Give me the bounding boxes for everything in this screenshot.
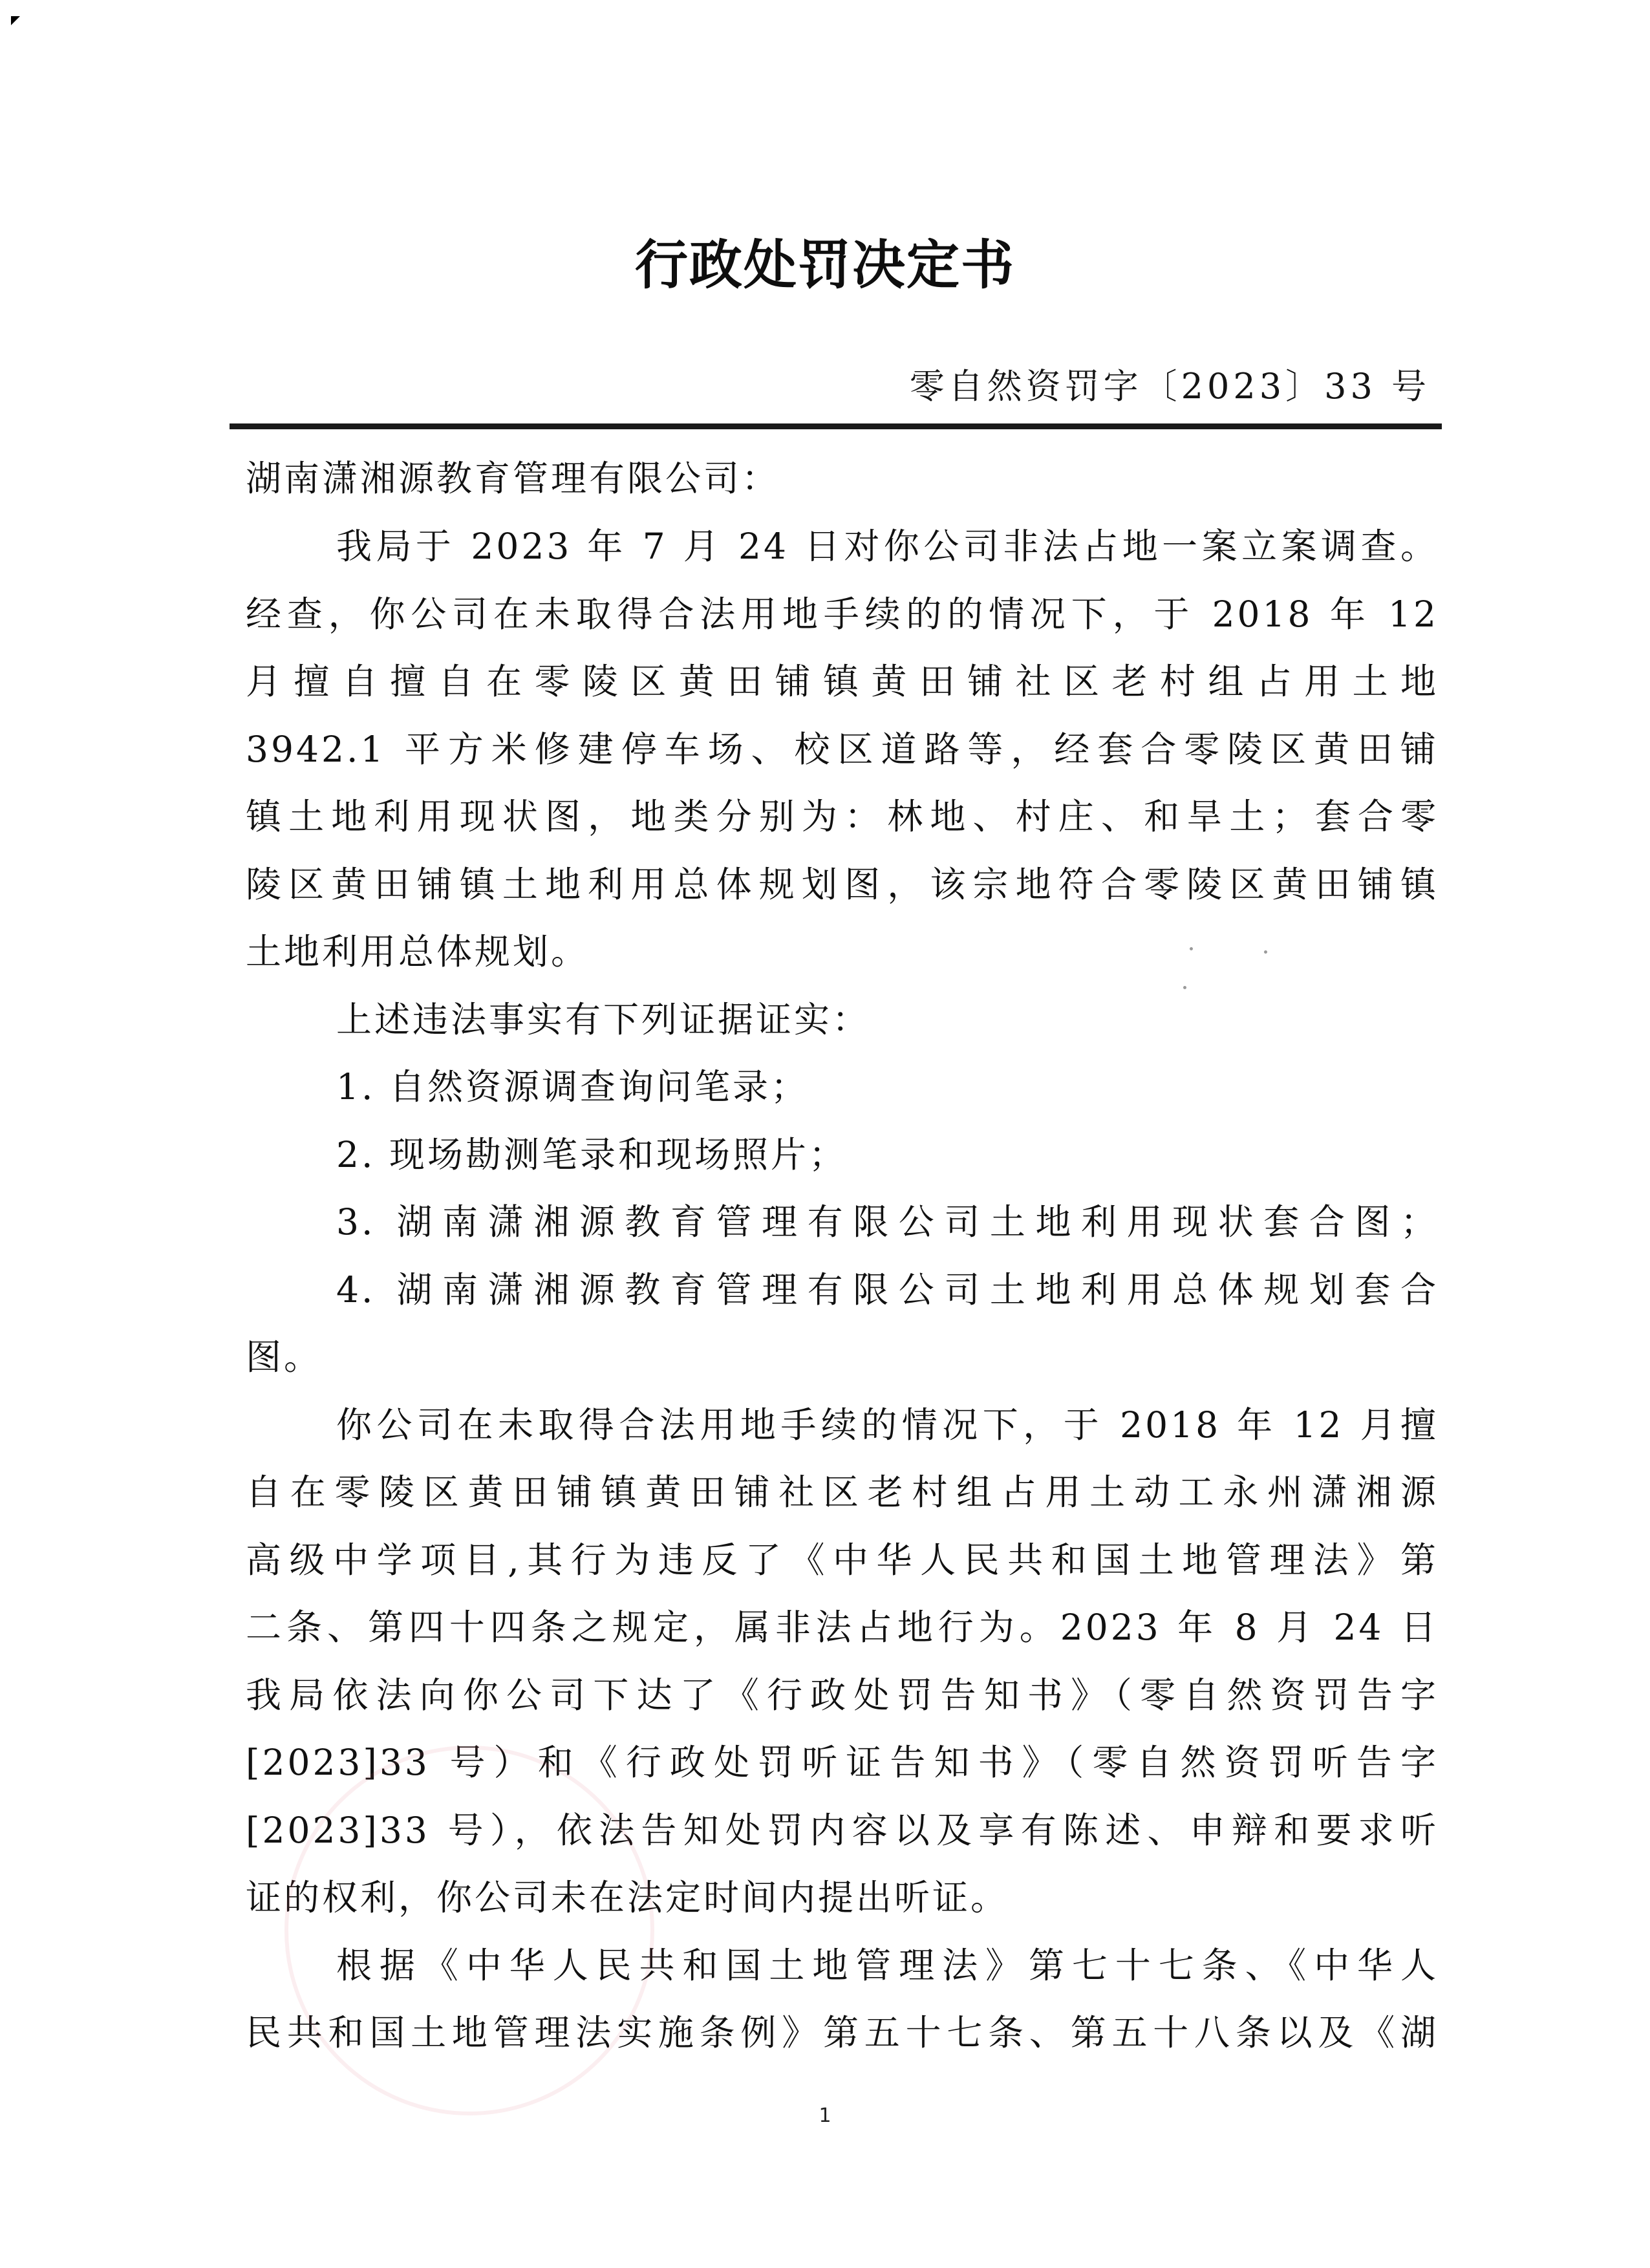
body-line: 根据《中华人民共和国土地管理法》第七十七条、《中华人 xyxy=(336,1945,1439,1986)
body-line: [2023]33 号）和《行政处罚听证告知书》（零自然资罚听告字 xyxy=(246,1742,1439,1783)
body-line: 我局于 2023 年 7 月 24 日对你公司非法占地一案立案调查。 xyxy=(336,526,1439,567)
document-title: 行政处罚决定书 xyxy=(634,234,1015,296)
body-line: 经查，你公司在未取得合法用地手续的的情况下，于 2018 年 12 xyxy=(246,594,1439,635)
body-line: [2023]33 号），依法告知处罚内容以及享有陈述、申辩和要求听 xyxy=(246,1810,1439,1851)
scan-speck xyxy=(1183,986,1186,989)
body-line: 二条、第四十四条之规定，属非法占地行为。2023 年 8 月 24 日 xyxy=(246,1607,1439,1648)
official-seal-trace xyxy=(284,1746,654,2115)
body-line: 高级中学项目,其行为违反了《中华人民共和国土地管理法》第 xyxy=(246,1539,1439,1581)
body-line: 陵区黄田铺镇土地利用总体规划图，该宗地符合零陵区黄田铺镇 xyxy=(246,864,1439,905)
body-line: 图。 xyxy=(246,1336,323,1378)
body-line: 你公司在未取得合法用地手续的情况下，于 2018 年 12 月擅 xyxy=(336,1404,1439,1446)
scan-speck xyxy=(1264,950,1267,954)
body-line: 我局依法向你公司下达了《行政处罚告知书》（零自然资罚告字 xyxy=(246,1674,1439,1716)
scan-speck xyxy=(1190,947,1193,950)
body-line: 2. 现场勘测笔录和现场照片； xyxy=(336,1134,847,1175)
body-line: 3942.1 平方米修建停车场、校区道路等，经套合零陵区黄田铺 xyxy=(246,729,1439,770)
header-divider xyxy=(230,423,1442,429)
body-line: 镇土地利用现状图，地类分别为：林地、村庄、和旱土；套合零 xyxy=(246,796,1439,837)
addressee: 湖南潇湘源教育管理有限公司： xyxy=(246,458,780,499)
body-line: 自在零陵区黄田铺镇黄田铺社区老村组占用土动工永州潇湘源 xyxy=(246,1471,1439,1513)
document-number: 零自然资罚字〔2023〕33 号 xyxy=(909,366,1430,407)
page-number: 1 xyxy=(819,2104,831,2127)
body-line: 土地利用总体规划。 xyxy=(246,931,590,972)
body-line: 证的权利，你公司未在法定时间内提出听证。 xyxy=(246,1877,1009,1918)
body-line: 月擅自擅自在零陵区黄田铺镇黄田铺社区老村组占用土地 xyxy=(246,661,1439,702)
body-line: 4. 湖南潇湘源教育管理有限公司土地利用总体规划套合 xyxy=(336,1269,1439,1311)
body-line: 3. 湖南潇湘源教育管理有限公司土地利用现状套合图； xyxy=(336,1201,1439,1243)
body-line: 上述违法事实有下列证据证实： xyxy=(336,999,871,1040)
body-line: 民共和国土地管理法实施条例》第五十七条、第五十八条以及《湖 xyxy=(246,2012,1439,2053)
scan-corner-mark xyxy=(11,16,20,25)
body-line: 1. 自然资源调查询问笔录； xyxy=(336,1066,809,1107)
